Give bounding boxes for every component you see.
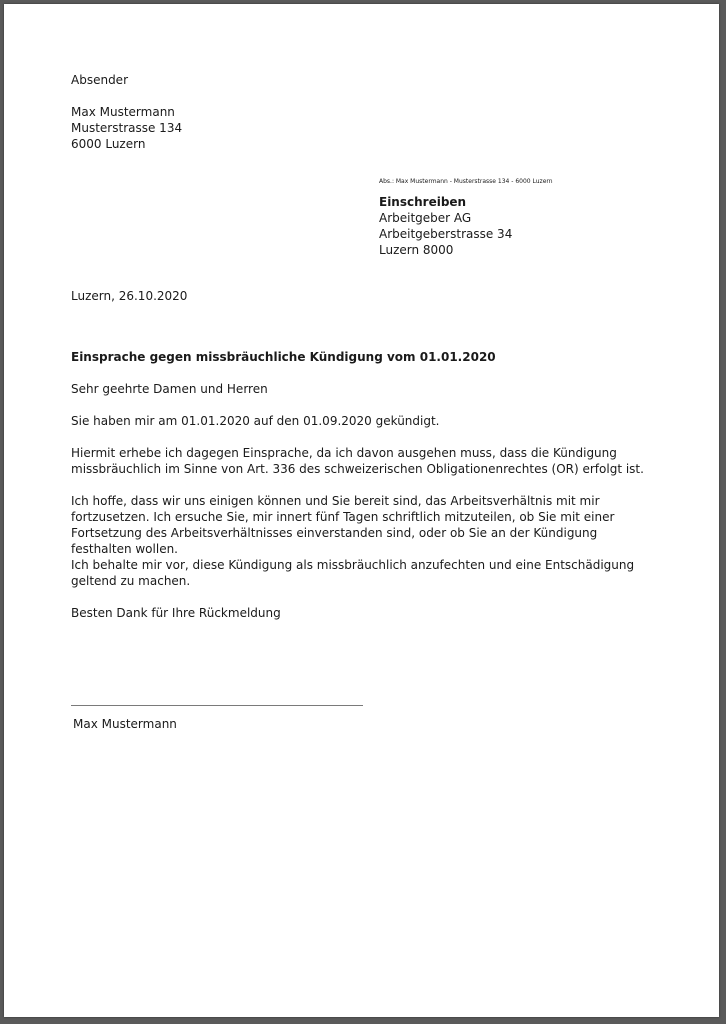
return-address-line: Abs.: Max Mustermann - Musterstrasse 134 - 6000 Luzern [379,178,553,185]
salutation: Sehr geehrte Damen und Herren [71,382,268,396]
signature-line [71,705,363,706]
sender-name: Max Mustermann [71,105,175,119]
body-paragraph: Sie haben mir am 01.01.2020 auf den 01.09.2020 gekündigt. [71,414,440,428]
body-paragraph: Hiermit erhebe ich dagegen Einsprache, da ich davon ausgehen muss, dass die Kündigung missbräuchlich im Sinne von Art. 336 des schweizerischen Obligationenrechtes (OR) erfolgt ist. [71,446,644,476]
sender-label: Absender [71,73,128,87]
signature-name: Max Mustermann [73,717,177,731]
body-paragraph: Ich behalte mir vor, diese Kündigung als missbräuchlich anzufechten und eine Entschädigung geltend zu machen. [71,558,635,588]
sender-city: 6000 Luzern [71,137,146,151]
date-line: Luzern, 26.10.2020 [71,289,188,303]
recipient-company: Arbeitgeber AG [379,211,472,225]
letter-page [4,4,719,1017]
delivery-method: Einschreiben [379,195,467,209]
sender-street: Musterstrasse 134 [71,121,183,135]
body-paragraph: Ich hoffe, dass wir uns einigen können und Sie bereit sind, das Arbeitsverhältnis mit mir fortzusetzen. Ich ersuche Sie, mir innert fünf Tagen schriftlich mitzuteilen, ob Sie mit einer Fortsetzung des Arbeitsverhältnisses einverstanden sind, oder ob Sie an der Kündigung festhalten wollen. [71,494,615,556]
recipient-city: Luzern 8000 [379,243,454,257]
recipient-street: Arbeitgeberstrasse 34 [379,227,513,241]
closing-line: Besten Dank für Ihre Rückmeldung [71,606,281,620]
subject-line: Einsprache gegen missbräuchliche Kündigung vom 01.01.2020 [71,350,496,364]
